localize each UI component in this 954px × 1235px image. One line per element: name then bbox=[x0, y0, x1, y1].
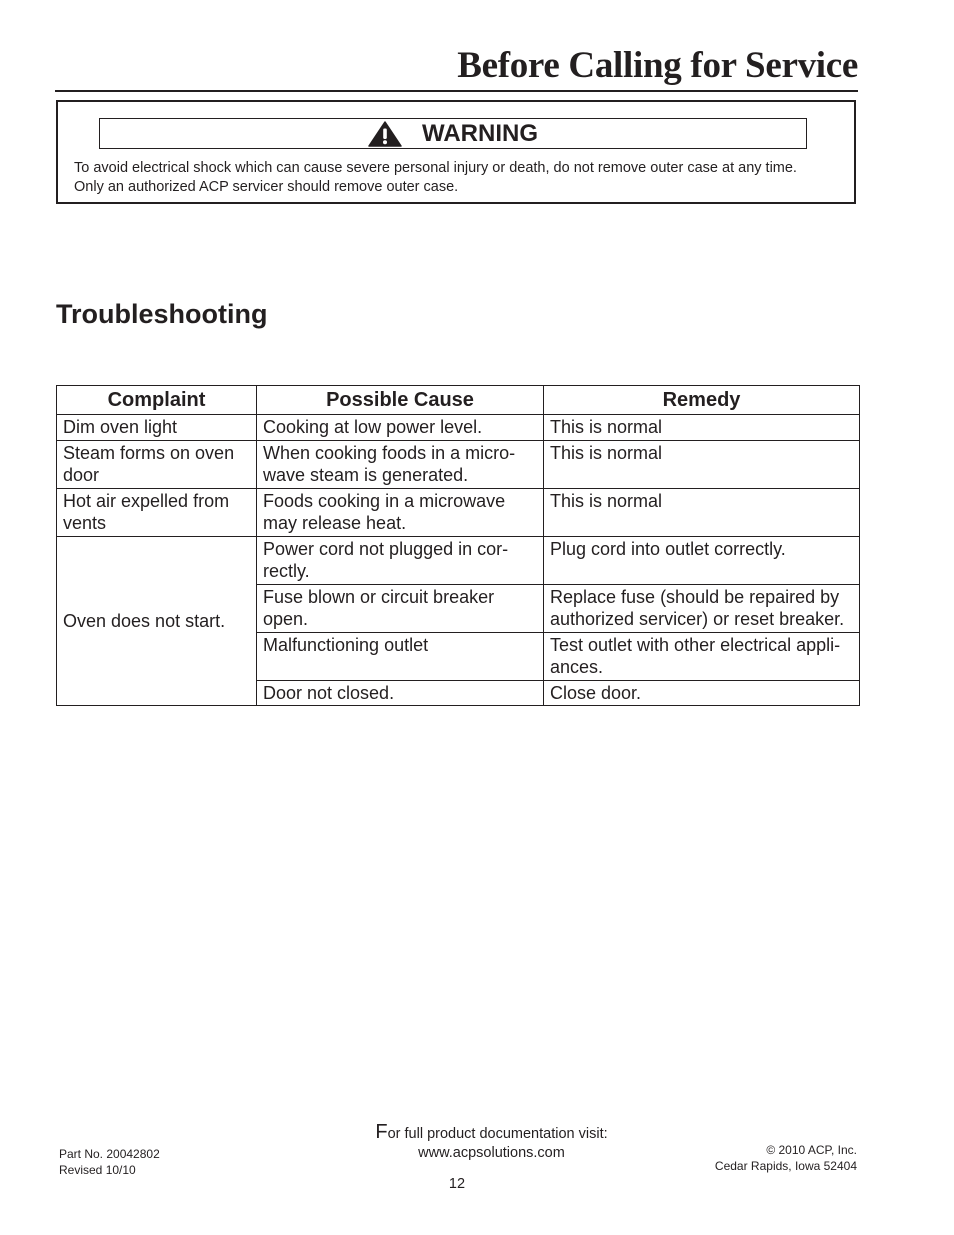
documentation-url[interactable]: www.acpsolutions.com bbox=[418, 1145, 565, 1161]
complaint-cell-merged: Oven does not start. bbox=[57, 536, 257, 706]
cause-cell: Malfunctioning outlet bbox=[257, 632, 544, 680]
footer-part-info bbox=[59, 1146, 160, 1178]
remedy-cell: Close door. bbox=[544, 680, 860, 706]
footer-company-info bbox=[715, 1142, 857, 1174]
warning-box bbox=[56, 100, 856, 204]
table-header-row bbox=[57, 386, 860, 415]
part-number: Part No. 20042802 bbox=[59, 1147, 160, 1161]
warning-banner bbox=[99, 118, 807, 149]
page-number: 12 bbox=[448, 1176, 466, 1192]
complaint-cell: Hot air expelled from vents bbox=[57, 488, 257, 536]
complaint-cell: Steam forms on oven door bbox=[57, 440, 257, 488]
troubleshooting-heading: Troubleshooting bbox=[56, 299, 268, 329]
copyright: © 2010 ACP, Inc. bbox=[766, 1143, 857, 1157]
warning-line: Only an authorized ACP servicer should remove outer case. bbox=[74, 179, 459, 195]
cause-cell: Power cord not plugged in cor-rectly. bbox=[257, 536, 544, 584]
documentation-note bbox=[345, 1123, 638, 1144]
table-row bbox=[57, 536, 860, 584]
troubleshooting-table bbox=[56, 385, 860, 706]
complaint-cell: Dim oven light bbox=[57, 415, 257, 441]
remedy-cell: Replace fuse (should be repaired by authorized servicer) or reset breaker. bbox=[544, 584, 860, 632]
remedy-cell: Test outlet with other electrical appli-ances. bbox=[544, 632, 860, 680]
cause-cell: Fuse blown or circuit breaker open. bbox=[257, 584, 544, 632]
remedy-cell: This is normal bbox=[544, 415, 860, 441]
documentation-note-text: or full product documentation visit: bbox=[387, 1126, 608, 1142]
cause-cell: When cooking foods in a micro-wave steam is generated. bbox=[257, 440, 544, 488]
warning-label: WARNING bbox=[422, 119, 538, 147]
footer-documentation bbox=[345, 1123, 638, 1163]
revised-date: Revised 10/10 bbox=[59, 1163, 136, 1177]
warning-line: To avoid electrical shock which can cause severe personal injury or death, do not remove outer case at any time. bbox=[74, 160, 797, 176]
title-rule bbox=[55, 90, 858, 92]
column-header-possible-cause: Possible Cause bbox=[257, 386, 544, 415]
column-header-remedy: Remedy bbox=[544, 386, 860, 415]
page-title: Before Calling for Service bbox=[457, 45, 858, 86]
company-address: Cedar Rapids, Iowa 52404 bbox=[714, 1159, 857, 1173]
remedy-cell: This is normal bbox=[544, 440, 860, 488]
remedy-cell: This is normal bbox=[544, 488, 860, 536]
remedy-cell: Plug cord into outlet correctly. bbox=[544, 536, 860, 584]
table-row bbox=[57, 440, 860, 488]
cause-cell: Door not closed. bbox=[257, 680, 544, 706]
column-header-complaint: Complaint bbox=[57, 386, 257, 415]
cause-cell: Foods cooking in a microwave may release heat. bbox=[257, 488, 544, 536]
warning-triangle-icon bbox=[368, 121, 402, 147]
cause-cell: Cooking at low power level. bbox=[257, 415, 544, 441]
table-row bbox=[57, 415, 860, 441]
documentation-note-initial: F bbox=[375, 1121, 388, 1143]
warning-text bbox=[74, 159, 864, 197]
table-row bbox=[57, 488, 860, 536]
